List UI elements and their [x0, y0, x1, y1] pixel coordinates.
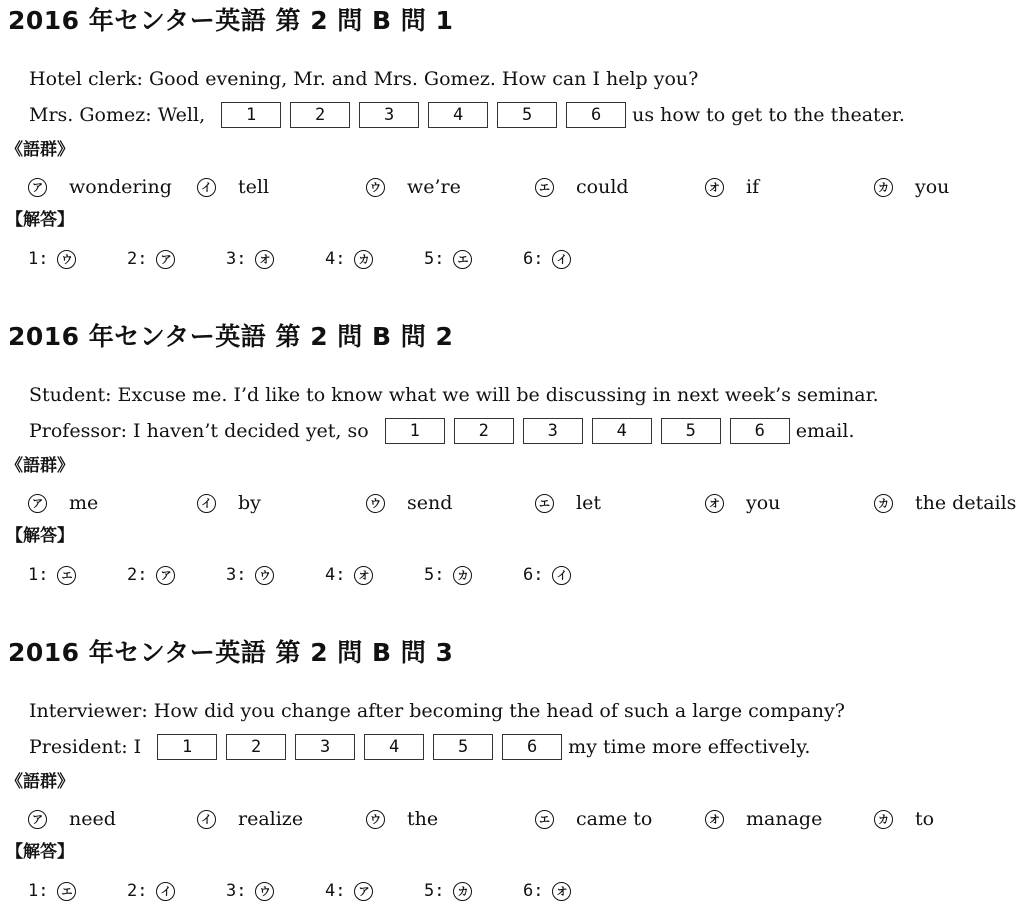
- circled-mark-icon: カ: [874, 810, 893, 829]
- blank-box: 2: [454, 418, 514, 444]
- choice-word: if: [746, 176, 760, 198]
- choice-word: me: [69, 492, 99, 514]
- choice-item: [28, 488, 98, 518]
- blank-box: 1: [157, 734, 217, 760]
- answer-blanks: [385, 418, 790, 444]
- answer-number: 2:: [127, 881, 148, 901]
- blank-box: 5: [497, 102, 557, 128]
- circled-mark-icon: イ: [197, 178, 216, 197]
- dialogue-text-after: us how to get to the theater.: [632, 104, 905, 126]
- choice-word: the details: [915, 492, 1017, 514]
- answer-number: 2:: [127, 249, 148, 269]
- blank-box: 3: [523, 418, 583, 444]
- answer-blanks: [221, 102, 626, 128]
- circled-mark-icon: イ: [197, 494, 216, 513]
- answer-number: 5:: [424, 249, 445, 269]
- choice-item: [874, 804, 934, 834]
- choice-item: [705, 488, 780, 518]
- choice-item: [535, 172, 629, 202]
- choice-word: need: [69, 808, 116, 830]
- choice-word: send: [407, 492, 453, 514]
- blank-box: 4: [364, 734, 424, 760]
- choice-word: the: [407, 808, 439, 830]
- answer-item: [226, 244, 274, 274]
- dialogue-text: Interviewer: How did you change after becoming the head of such a large company?: [29, 700, 845, 722]
- circled-mark-icon: ア: [28, 178, 47, 197]
- section-3-dialogue-line-2: [29, 733, 810, 761]
- circled-mark-icon: イ: [552, 250, 571, 269]
- answer-item: [424, 560, 472, 590]
- choice-word: tell: [238, 176, 270, 198]
- section-2-title: 2016 年センター英語 第 2 問 B 問 2: [8, 322, 454, 351]
- blank-box: 4: [592, 418, 652, 444]
- blank-box: 2: [290, 102, 350, 128]
- answer-number: 1:: [28, 881, 49, 901]
- circled-mark-icon: イ: [197, 810, 216, 829]
- section-3-dialogue-line-1: [29, 697, 845, 725]
- choice-item: [366, 488, 452, 518]
- choice-word: to: [915, 808, 935, 830]
- answer-number: 3:: [226, 881, 247, 901]
- circled-mark-icon: ア: [28, 810, 47, 829]
- answer-item: [424, 876, 472, 906]
- answer-number: 6:: [523, 565, 544, 585]
- blank-box: 6: [730, 418, 790, 444]
- answer-number: 2:: [127, 565, 148, 585]
- choice-item: [535, 488, 601, 518]
- circled-mark-icon: ウ: [366, 494, 385, 513]
- blank-box: 1: [385, 418, 445, 444]
- circled-mark-icon: カ: [453, 882, 472, 901]
- section-1-dialogue-line-2: [29, 101, 905, 129]
- blank-box: 5: [661, 418, 721, 444]
- answer-blanks: [157, 734, 562, 760]
- dialogue-text-after: my time more effectively.: [568, 736, 811, 758]
- circled-mark-icon: ウ: [366, 810, 385, 829]
- answer-item: [523, 560, 571, 590]
- circled-mark-icon: エ: [535, 810, 554, 829]
- answer-item: [424, 244, 472, 274]
- answer-item: [226, 876, 274, 906]
- answer-number: 3:: [226, 249, 247, 269]
- circled-mark-icon: エ: [535, 178, 554, 197]
- answer-item: [28, 244, 76, 274]
- section-1-answers: [0, 244, 1024, 274]
- choice-word: we’re: [407, 176, 461, 198]
- answer-number: 4:: [325, 565, 346, 585]
- choice-word: you: [915, 176, 950, 198]
- choice-item: [197, 172, 269, 202]
- circled-mark-icon: カ: [453, 566, 472, 585]
- section-3-answer-label: 【解答】: [6, 842, 74, 862]
- choice-word: let: [576, 492, 601, 514]
- blank-box: 1: [221, 102, 281, 128]
- circled-mark-icon: オ: [705, 810, 724, 829]
- choice-item: [197, 804, 303, 834]
- blank-box: 4: [428, 102, 488, 128]
- section-3-choices-label: 《語群》: [6, 772, 74, 792]
- dialogue-text-before: Professor: I haven’t decided yet, so: [29, 420, 369, 442]
- circled-mark-icon: カ: [354, 250, 373, 269]
- section-2-dialogue-line-1: [29, 381, 879, 409]
- choice-item: [535, 804, 652, 834]
- blank-box: 2: [226, 734, 286, 760]
- choice-item: [28, 804, 116, 834]
- circled-mark-icon: エ: [535, 494, 554, 513]
- circled-mark-icon: エ: [57, 882, 76, 901]
- choice-word: realize: [238, 808, 304, 830]
- blank-box: 6: [502, 734, 562, 760]
- dialogue-text-before: President: I: [29, 736, 142, 758]
- section-3-answers: [0, 876, 1024, 906]
- circled-mark-icon: ア: [354, 882, 373, 901]
- section-1-title: 2016 年センター英語 第 2 問 B 問 1: [8, 6, 454, 35]
- circled-mark-icon: ア: [28, 494, 47, 513]
- circled-mark-icon: ア: [156, 566, 175, 585]
- answer-item: [127, 876, 175, 906]
- circled-mark-icon: カ: [874, 178, 893, 197]
- circled-mark-icon: イ: [552, 566, 571, 585]
- choice-item: [366, 804, 438, 834]
- circled-mark-icon: ウ: [366, 178, 385, 197]
- answer-item: [28, 560, 76, 590]
- answer-item: [523, 244, 571, 274]
- blank-box: 5: [433, 734, 493, 760]
- choice-item: [705, 172, 759, 202]
- answer-item: [127, 560, 175, 590]
- circled-mark-icon: オ: [255, 250, 274, 269]
- answer-number: 3:: [226, 565, 247, 585]
- circled-mark-icon: オ: [354, 566, 373, 585]
- circled-mark-icon: オ: [705, 494, 724, 513]
- blank-box: 6: [566, 102, 626, 128]
- section-2-choices: [0, 488, 1024, 518]
- answer-number: 5:: [424, 565, 445, 585]
- choice-word: manage: [746, 808, 823, 830]
- section-2-answer-label: 【解答】: [6, 526, 74, 546]
- answer-number: 1:: [28, 565, 49, 585]
- section-3-title: 2016 年センター英語 第 2 問 B 問 3: [8, 638, 454, 667]
- blank-box: 3: [359, 102, 419, 128]
- answer-item: [28, 876, 76, 906]
- dialogue-text: Student: Excuse me. I’d like to know what we will be discussing in next week’s seminar.: [29, 384, 879, 406]
- section-1-choices-label: 《語群》: [6, 140, 74, 160]
- answer-item: [523, 876, 571, 906]
- circled-mark-icon: オ: [705, 178, 724, 197]
- circled-mark-icon: カ: [874, 494, 893, 513]
- answer-item: [127, 244, 175, 274]
- choice-item: [874, 172, 949, 202]
- dialogue-text-before: Mrs. Gomez: Well,: [29, 104, 206, 126]
- circled-mark-icon: エ: [57, 566, 76, 585]
- answer-item: [325, 560, 373, 590]
- answer-number: 6:: [523, 881, 544, 901]
- section-2-dialogue-line-2: [29, 417, 854, 445]
- section-2-choices-label: 《語群》: [6, 456, 74, 476]
- circled-mark-icon: ウ: [255, 882, 274, 901]
- answer-number: 4:: [325, 881, 346, 901]
- circled-mark-icon: イ: [156, 882, 175, 901]
- section-1-choices: [0, 172, 1024, 202]
- choice-word: could: [576, 176, 629, 198]
- dialogue-text: Hotel clerk: Good evening, Mr. and Mrs. Gomez. How can I help you?: [29, 68, 699, 90]
- answer-item: [226, 560, 274, 590]
- choice-word: you: [746, 492, 781, 514]
- section-3-choices: [0, 804, 1024, 834]
- circled-mark-icon: ウ: [255, 566, 274, 585]
- answer-number: 5:: [424, 881, 445, 901]
- choice-word: by: [238, 492, 261, 514]
- answer-number: 1:: [28, 249, 49, 269]
- circled-mark-icon: エ: [453, 250, 472, 269]
- blank-box: 3: [295, 734, 355, 760]
- answer-number: 4:: [325, 249, 346, 269]
- dialogue-text-after: email.: [795, 420, 855, 442]
- choice-word: came to: [576, 808, 653, 830]
- section-1-dialogue-line-1: [29, 65, 698, 93]
- circled-mark-icon: ウ: [57, 250, 76, 269]
- choice-word: wondering: [69, 176, 172, 198]
- section-2-answers: [0, 560, 1024, 590]
- answer-item: [325, 244, 373, 274]
- section-1-answer-label: 【解答】: [6, 210, 74, 230]
- answer-item: [325, 876, 373, 906]
- choice-item: [28, 172, 172, 202]
- answer-number: 6:: [523, 249, 544, 269]
- circled-mark-icon: オ: [552, 882, 571, 901]
- choice-item: [366, 172, 461, 202]
- choice-item: [874, 488, 1016, 518]
- choice-item: [197, 488, 261, 518]
- circled-mark-icon: ア: [156, 250, 175, 269]
- choice-item: [705, 804, 822, 834]
